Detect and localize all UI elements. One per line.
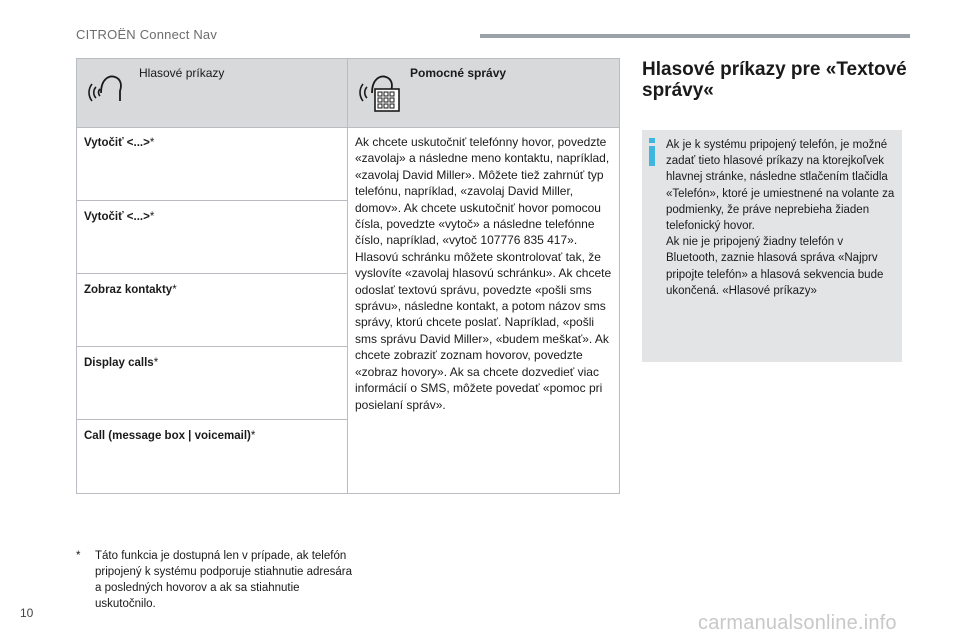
command-label: Vytočiť <...>* xyxy=(84,211,155,223)
voice-commands-table xyxy=(76,58,620,494)
info-paragraph-2: Ak nie je pripojený žiadny telefón v Bluetooth, zaznie hlasová správa «Najprv pripojte telefón» a hlasová sekvencia bude ukončená. «Hlasové príkazy» xyxy=(666,236,884,297)
table-row xyxy=(77,127,347,201)
watermark: carmanualsonline.info xyxy=(698,612,897,634)
header-title: CITROËN Connect Nav xyxy=(76,27,218,42)
table-row xyxy=(77,274,347,347)
info-icon xyxy=(649,138,655,166)
info-paragraph-1: Ak je k systému pripojený telefón, je možné zadať tieto hlasové príkazy na ktorejkoľvek hlavnej stránke, následne stlačením tlačidla «Telefón», ktoré je umiestnené na volante za podmienky, že práve neprebieha žiaden telefonický hovor. xyxy=(666,139,895,233)
command-label: Display calls* xyxy=(84,357,159,369)
section-title: Hlasové príkazy pre «Textové správy« xyxy=(642,59,907,101)
command-label: Call (message box | voicemail)* xyxy=(84,430,256,442)
table-header-help xyxy=(348,59,619,127)
footnote-text: Táto funkcia je dostupná len v prípade, ak telefón pripojený k systému podporuje stiahnutie adresára a posledných hovorov a ak sa stiahnutie uskutočnilo. xyxy=(95,550,352,610)
help-message-text: Ak chcete uskutočniť telefónny hovor, povedzte «zavolaj» a následne meno kontaktu, napríklad, «zavolaj David Miller». Môžete tiež zahrnúť typ telefónu, napríklad, «zavolaj David Miller, domov». Ak chcete uskutočniť hovor pomocou čísla, povedzte «vytoč» a následne telefónne číslo, napríklad, «vytoč 107776 835 417». Hlasovú schránku môžete skontrolovať tak, že vyslovíte «zavolaj hlasovú schránku». Ak chcete odoslať textovú správu, povedzte «pošli sms správu», následne kontakt, a potom názov sms správy, ktorú chcete poslať. Napríklad, «pošli sms správu David Miller», «budem meškať». Ak chcete zobraziť zoznam hovorov, povedzte «zobraz hovory». Ak sa chcete dozvedieť viac informácií o SMS, môžete povedať «pomoc pri posielaní správ». xyxy=(355,135,612,412)
footnote-mark: * xyxy=(76,550,81,562)
voice-command-icon xyxy=(87,71,125,112)
info-text xyxy=(666,137,898,299)
table-header-commands-label: Hlasové príkazy xyxy=(139,66,225,80)
page-number: 10 xyxy=(20,606,34,620)
table-header xyxy=(77,59,619,128)
table-row xyxy=(77,420,347,493)
table-header-help-label: Pomocné správy xyxy=(410,66,507,80)
table-row xyxy=(77,201,347,274)
command-label: Zobraz kontakty* xyxy=(84,284,177,296)
help-messages-icon xyxy=(358,71,402,122)
footnote xyxy=(76,548,356,612)
header-rule xyxy=(480,34,910,38)
info-box xyxy=(642,130,902,362)
command-label: Vytočiť <...>* xyxy=(84,137,155,149)
commands-column xyxy=(77,127,348,493)
table-header-commands xyxy=(77,59,348,127)
table-row xyxy=(77,347,347,420)
